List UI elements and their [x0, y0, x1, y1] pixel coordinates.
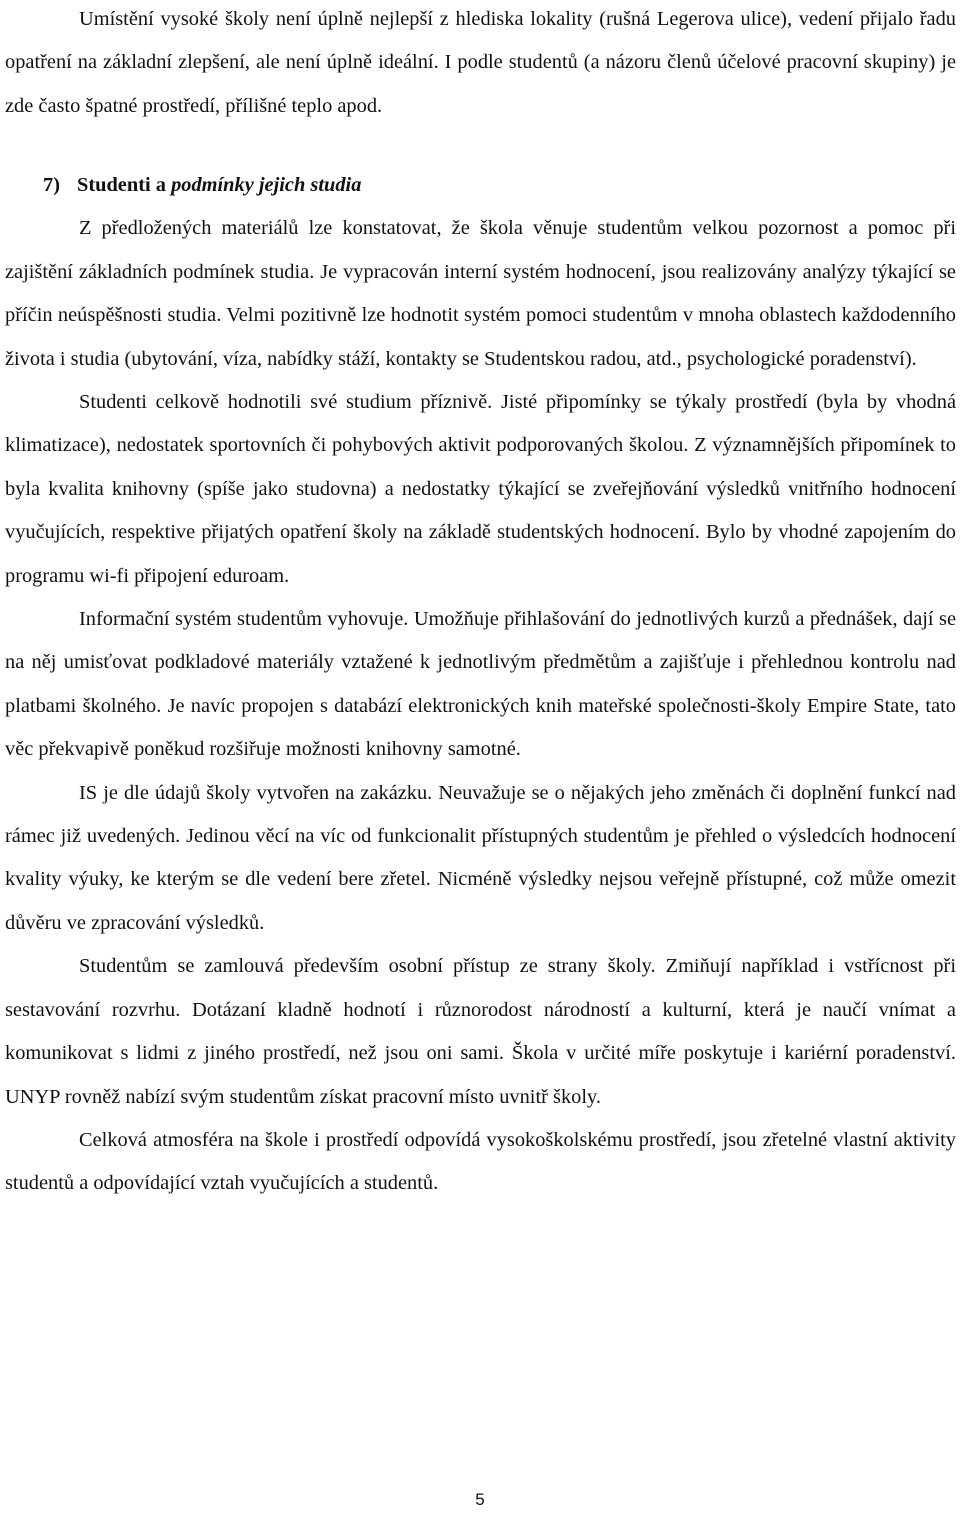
paragraph-1: Z předložených materiálů lze konstatovat, že škola věnuje studentům velkou pozornost a pomoc při zajištění základních podmínek studia. Je vypracován interní systém hodnocení, jsou realizovány analýzy týkající se příčin neúspěšnosti studia. Velmi pozitivně lze hodnotit systém pomoci studentům v mnoha oblastech každodenního života i studia (ubytování, víza, nabídky stáží, kontakty se Studentskou radou, atd., psychologické poradenství).: [5, 217, 956, 370]
page-number: 5: [475, 1490, 485, 1509]
section-heading: [5, 164, 956, 207]
intro-paragraph: Umístění vysoké školy není úplně nejlepší z hlediska lokality (rušná Legerova ulice), vedení přijalo řadu opatření na základní zlepšení, ale není úplně ideální. I podle studentů (a názoru členů účelové pracovní skupiny) je zde často špatné prostředí, přílišné teplo apod.: [5, 8, 956, 117]
section-number: 7): [43, 174, 60, 196]
paragraph-4: IS je dle údajů školy vytvořen na zakázku. Neuvažuje se o nějakých jeho změnách či doplnění funkcí nad rámec již uvedených. Jedinou věcí na víc od funkcionalit přístupných studentům je přehled o výsledcích hodnocení kvality výuky, ke kterým se dle vedení bere zřetel. Nicméně výsledky nejsou veřejně přístupné, což může omezit důvěru ve zpracování výsledků.: [5, 781, 956, 934]
paragraph-3: Informační systém studentům vyhovuje. Umožňuje přihlašování do jednotlivých kurzů a přednášek, dají se na něj umisťovat podkladové materiály vztažené k jednotlivým předmětům a zajišťuje i přehlednou kontrolu nad platbami školného. Je navíc propojen s databází elektronických knih mateřské společnosti-školy Empire State, tato věc překvapivě poněkud rozšiřuje možnosti knihovny samotné.: [5, 608, 956, 761]
paragraph-5: Studentům se zamlouvá především osobní přístup ze strany školy. Zmiňují například i vstřícnost při sestavování rozvrhu. Dotázaní kladně hodnotí i různorodost národností a kulturní, která je naučí vnímat a komunikovat s lidmi z jiného prostředí, než jsou oni sami. Škola v určité míře poskytuje i kariérní poradenství. UNYP rovněž nabízí svým studentům získat pracovní místo uvnitř školy.: [5, 955, 956, 1108]
paragraph-6: Celková atmosféra na škole i prostředí odpovídá vysokoškolskému prostředí, jsou zřetelné vlastní aktivity studentů a odpovídající vztah vyučujících a studentů.: [5, 1128, 956, 1195]
paragraph-2: Studenti celkově hodnotili své studium příznivě. Jisté připomínky se týkaly prostředí (byla by vhodná klimatizace), nedostatek sportovních či pohybových aktivit podporovaných školou. Z významnějších připomínek to byla kvalita knihovny (spíše jako studovna) a nedostatky týkající se zveřejňování výsledků vnitřního hodnocení vyučujících, respektive přijatých opatření školy na základě studentských hodnocení. Bylo by vhodné zapojením do programu wi-fi připojení eduroam.: [5, 391, 956, 587]
intro-block: [5, 0, 956, 128]
section-block: [5, 164, 956, 1206]
section-title-plain: Studenti a: [77, 174, 172, 196]
section-title-italic: podmínky jejich studia: [171, 174, 362, 196]
